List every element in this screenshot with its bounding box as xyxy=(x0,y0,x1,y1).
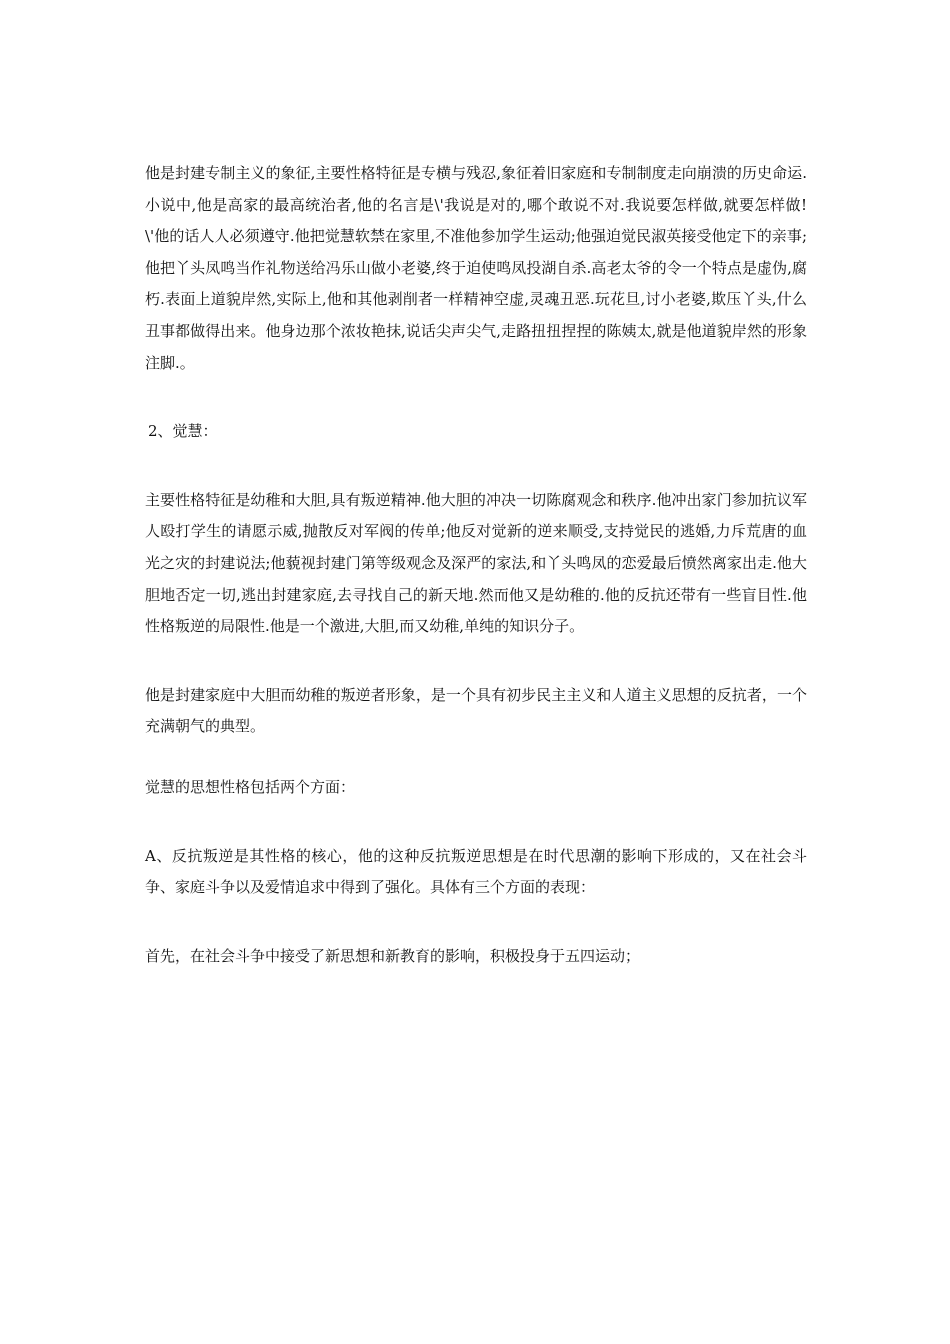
paragraph-first-point: 首先，在社会斗争中接受了新思想和新教育的影响，积极投身于五四运动； xyxy=(145,946,641,965)
paragraph-juehui-traits: 主要性格特征是幼稚和大胆,具有叛逆精神.他大胆的冲决一切陈腐观念和秩序.他冲出家门参加抗议军人殴打学生的请愿示威,抛散反对军阀的传单;他反对觉新的逆来顺受,支持觉民的逃婚,力斥荒唐的血光之灾的封建说法;他藐视封建门第等级观念及深严的家法,和丫头鸣凤的恋爱最后愤然离家出走.他大胆地否定一切,逃出封建家庭,去寻找自己的新天地.然而他又是幼稚的.他的反抗还带有一些盲目性.他性格叛逆的局限性.他是一个激进,大胆,而又幼稚,单纯的知识分子。 xyxy=(145,490,807,636)
paragraph-spacer xyxy=(145,743,807,772)
paragraph-spacer xyxy=(145,379,807,416)
paragraph-two-aspects: 觉慧的思想性格包括两个方面： xyxy=(145,777,356,796)
paragraph-spacer xyxy=(145,904,807,941)
paragraph-spacer xyxy=(145,804,807,841)
paragraph-juehui-image: 他是封建家庭中大胆而幼稚的叛逆者形象，是一个具有初步民主主义和人道主义思想的反抗者，一个充满朝气的典型。 xyxy=(145,685,807,736)
paragraph-spacer xyxy=(145,643,807,680)
section-heading-juehui: 2、觉慧： xyxy=(148,422,218,441)
paragraph-aspect-a: A、反抗叛逆是其性格的核心，他的这种反抗叛逆思想是在时代思潮的影响下形成的，又在社会斗争、家庭斗争以及爱情追求中得到了强化。具体有三个方面的表现： xyxy=(145,846,807,897)
document-body xyxy=(145,158,807,972)
paragraph-tyrant-description: 他是封建专制主义的象征,主要性格特征是专横与残忍,象征着旧家庭和专制制度走向崩溃的历史命运.小说中,他是高家的最高统治者,他的名言是\'我说是对的,哪个敢说不对.我说要怎样做,就要怎样做!\'他的话人人必须遵守.他把觉慧软禁在家里,不准他参加学生运动;他强迫觉民淑英接受他定下的亲事;他把丫头凤鸣当作礼物送给冯乐山做小老婆,终于迫使鸣凤投湖自杀.高老太爷的令一个特点是虚伪,腐朽.表面上道貌岸然,实际上,他和其他剥削者一样精神空虚,灵魂丑恶.玩花旦,讨小老婆,欺压丫头,什么丑事都做得出来。他身边那个浓妆艳抹,说话尖声尖气,走路扭扭捏捏的陈姨太,就是他道貌岸然的形象注脚.。 xyxy=(145,164,807,372)
paragraph-spacer xyxy=(145,448,807,485)
